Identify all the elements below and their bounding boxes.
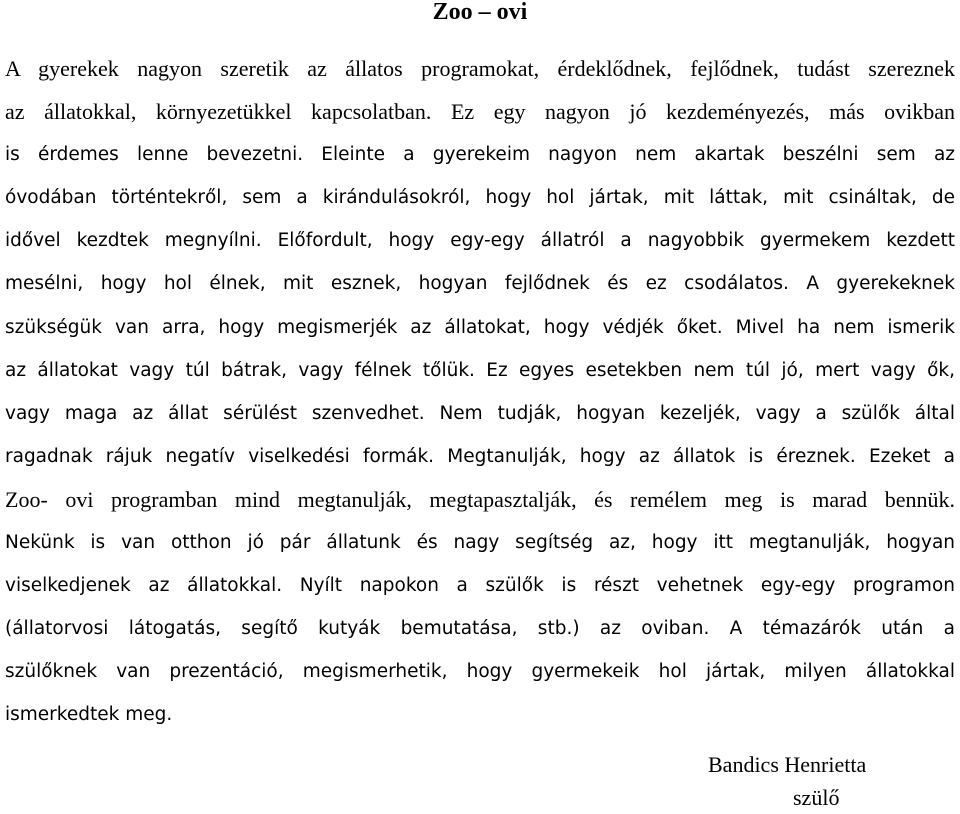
signature-name: Bandics Henrietta: [708, 752, 867, 777]
body-line: szükségük van arra, hogy megismerjék az állatokat, hogy védjék őket. Mivel ha nem ismerik: [5, 316, 955, 338]
body-line: viselkedjenek az állatokkal. Nyílt napokon a szülők is részt vehetnek egy-egy programon: [5, 575, 955, 597]
body-line: (állatorvosi látogatás, segítő kutyák bemutatása, stb.) az oviban. A témazárók után a: [5, 618, 955, 640]
body-line: Nekünk is van otthon jó pár állatunk és nagy segítség az, hogy itt megtanulják, hogyan: [5, 532, 955, 554]
body-line: az állatokat vagy túl bátrak, vagy félnek tőlük. Ez egyes esetekben nem túl jó, mert vagy ők,: [5, 359, 955, 381]
body-line: is érdemes lenne bevezetni. Eleinte a gyerekeim nagyon nem akartak beszélni sem az: [5, 144, 955, 166]
body-line: Zoo- ovi programban mind megtanulják, megtapasztalják, és remélem meg is marad bennük.: [5, 486, 955, 512]
body-line: ragadnak rájuk negatív viselkedési formák. Megtanulják, hogy az állatok is éreznek. Ezeket a: [5, 445, 955, 467]
body-line: az állatokkal, környezetükkel kapcsolatban. Ez egy nagyon jó kezdeményezés, más ovikban: [5, 99, 955, 125]
document-body: [5, 47, 955, 737]
body-line: mesélni, hogy hol élnek, mit esznek, hogyan fejlődnek és ez csodálatos. A gyerekeknek: [5, 273, 955, 295]
body-line: idővel kezdtek megnyílni. Előfordult, hogy egy-egy állatról a nagyobbik gyermekem kezdett: [5, 230, 955, 252]
body-line: óvodában történtekről, sem a kirándulásokról, hogy hol jártak, mit láttak, mit csináltak, de: [5, 187, 955, 209]
body-line: vagy maga az állat sérülést szenvedhet. Nem tudják, hogyan kezeljék, vagy a szülők által: [5, 402, 955, 424]
body-line: A gyerekek nagyon szeretik az állatos programokat, érdeklődnek, fejlődnek, tudást szereznek: [5, 56, 955, 81]
signature-block: [700, 748, 900, 814]
signature-role: szülő: [793, 785, 840, 810]
body-line: ismerkedtek meg.: [5, 704, 173, 726]
document-title: Zoo – ovi: [432, 0, 528, 25]
body-line: szülőknek van prezentáció, megismerhetik, hogy gyermekeik hol jártak, milyen állatokkal: [5, 661, 955, 683]
